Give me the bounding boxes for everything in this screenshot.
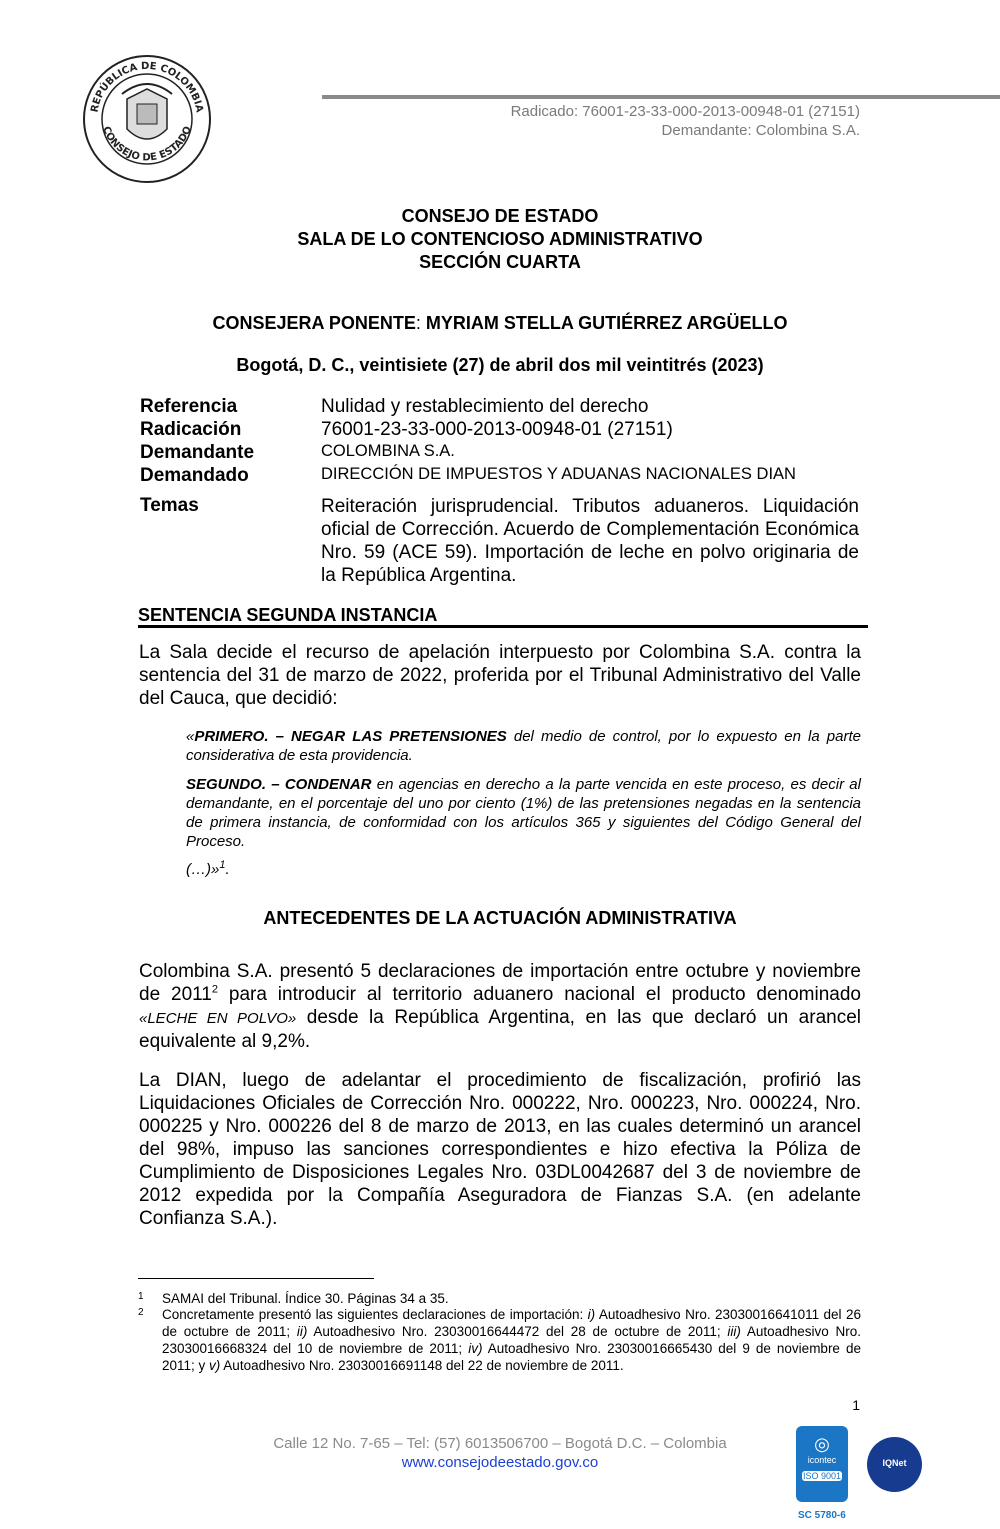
iqnet-label: IQNet — [882, 1458, 907, 1468]
header-rule — [322, 95, 1000, 99]
ref-value-radicacion: 76001-23-33-000-2013-00948-01 (27151) — [321, 419, 673, 440]
footnote-2-number: 2 — [138, 1307, 144, 1318]
ref-label-demandante: Demandante — [140, 442, 255, 463]
paragraph-2: La DIAN, luego de adelantar el procedimiento de fiscalización, profirió las Liquidaciones Oficiales de Corrección Nro. 000222, Nro. 000223, Nro. 000224, Nro. 000225 y Nro. 000226 del 8 de marzo de 2013, en las cuales determinó un arancel del 98%, impuso las sanciones correspondientes e hizo efectiva la Póliza de Cumplimiento de Disposiciones Legales Nro. 03DL0042687 del 3 de noviembre de 2012 expedida por la Compañía Aseguradora de Fianzas S.A. (en adelante Confianza S.A.). — [139, 1070, 861, 1229]
certificate-code: SC 5780-6 — [798, 1510, 846, 1521]
footnote-ref-1[interactable]: 1 — [219, 859, 226, 871]
iqnet-certification-logo — [867, 1437, 922, 1492]
footnote-rule — [138, 1278, 374, 1279]
ponente-name: MYRIAM STELLA GUTIÉRREZ ARGÜELLO — [425, 313, 788, 333]
quote-segundo-text: en agencias en derecho a la parte vencida en este proceso, es decir al demandante, en el porcentaje del uno por ciento (1%) de las pretensiones negadas en la sentencia de primera instancia, de conformidad con los artículos 365 y siguientes del Código General del Proceso. — [186, 776, 861, 850]
quote-primero-text: del medio de control, por lo expuesto en la parte considerativa de esta providencia. — [186, 728, 861, 764]
footnote-2-text: Concretamente presentó las siguientes declaraciones de importación: i) Autoadhesivo Nro. 23030016641011 del 26 de octubre de 2011; ii) Autoadhesivo Nro. 23030016644472 del 28 de octubre de 2011; iii) Autoadhesivo Nro. 23030016668324 del 10 de noviembre de 2011; iv) Autoadhesivo Nro. 23030016665430 del 9 de noviembre de 2011; y v) Autoadhesivo Nro. 23030016691148 del 22 de noviembre de 2011. — [162, 1307, 861, 1373]
quote-primero-bold: PRIMERO. – NEGAR LAS PRETENSIONES — [194, 728, 507, 745]
ref-label-temas: Temas — [140, 495, 199, 516]
intro-paragraph: La Sala decide el recurso de apelación interpuesto por Colombina S.A. contra la sentencia del 31 de marzo de 2022, proferida por el Tribunal Administrativo del Valle del Cauca, que decidió: — [139, 642, 861, 709]
sentencia-rule — [138, 625, 868, 628]
footnote-1-text: SAMAI del Tribunal. Índice 30. Páginas 34 a 35. — [162, 1291, 449, 1306]
header-radicado: Radicado: 76001-23-33-000-2013-00948-01 (27151) — [510, 103, 860, 120]
page-number: 1 — [852, 1397, 860, 1413]
quote-segundo — [186, 775, 861, 851]
date-line: Bogotá, D. C., veintisiete (27) de abril dos mil veintitrés (2023) — [236, 355, 764, 375]
title-sala: SALA DE LO CONTENCIOSO ADMINISTRATIVO — [297, 229, 703, 249]
p1-text-a: Colombina S.A. presentó 5 declaraciones de importación entre octubre y noviembre de 2011 — [139, 961, 861, 1005]
footnote-1 — [138, 1290, 861, 1307]
icontec-label: icontec — [807, 1455, 837, 1465]
footnote-2 — [138, 1306, 861, 1374]
title-seccion: SECCIÓN CUARTA — [419, 252, 581, 272]
quote-ellipsis: (…)» — [186, 861, 220, 878]
paragraph-1 — [139, 960, 861, 1053]
ref-value-referencia: Nulidad y restablecimiento del derecho — [321, 396, 649, 417]
quote-open: « — [186, 728, 195, 745]
p1-product-name: «LECHE EN POLVO» — [139, 1010, 297, 1027]
antecedentes-heading: ANTECEDENTES DE LA ACTUACIÓN ADMINISTRATIVA — [263, 908, 737, 928]
icontec-mark-icon: ◎ — [814, 1434, 830, 1454]
footnote-1-number: 1 — [138, 1291, 144, 1302]
quote-close — [186, 860, 861, 879]
footer-address: Calle 12 No. 7-65 – Tel: (57) 6013506700 – Bogotá D.C. – Colombia — [273, 1435, 727, 1452]
footer-url-link[interactable]: www.consejodeestado.gov.co — [401, 1454, 599, 1471]
title-consejo: CONSEJO DE ESTADO — [401, 206, 599, 226]
quote-segundo-bold: SEGUNDO. – CONDENAR — [186, 776, 372, 793]
quote-end: . — [225, 861, 230, 878]
ref-label-demandado: Demandado — [140, 465, 249, 486]
p1-text-c: desde la República Argentina, en las que declaró un arancel equivalente al 9,2%. — [139, 1007, 862, 1052]
ref-label-radicacion: Radicación — [140, 419, 242, 440]
ref-value-temas: Reiteración jurisprudencial. Tributos aduaneros. Liquidación oficial de Corrección. Acuerdo de Complementación Económica Nro. 59 (ACE 59). Importación de leche en polvo originaria de la República Argentina. — [321, 496, 859, 586]
ref-label-referencia: Referencia — [140, 396, 238, 417]
ref-value-demandado: DIRECCIÓN DE IMPUESTOS Y ADUANAS NACIONALES DIAN — [321, 465, 796, 483]
sentencia-heading: SENTENCIA SEGUNDA INSTANCIA — [138, 605, 438, 625]
icontec-certification-logo — [796, 1426, 848, 1502]
ref-value-demandante: COLOMBINA S.A. — [321, 442, 455, 460]
ponente-label: CONSEJERA PONENTE — [212, 313, 416, 333]
footnote-ref-2[interactable]: 2 — [211, 983, 218, 996]
ponente-line: CONSEJERA PONENTE: MYRIAM STELLA GUTIÉRREZ ARGÜELLO — [212, 313, 788, 333]
p1-text-b: para introducir al territorio aduanero nacional el producto denominado — [218, 984, 861, 1005]
header-demandante: Demandante: Colombina S.A. — [661, 122, 860, 139]
quote-primero — [186, 727, 861, 765]
iso-label: ISO 9001 — [802, 1471, 842, 1481]
seal-text-top: REPÚBLICA DE COLOMBIA — [89, 60, 205, 114]
seal-text-bottom: CONSEJO DE ESTADO — [100, 124, 194, 164]
consejo-de-estado-seal — [82, 54, 212, 184]
